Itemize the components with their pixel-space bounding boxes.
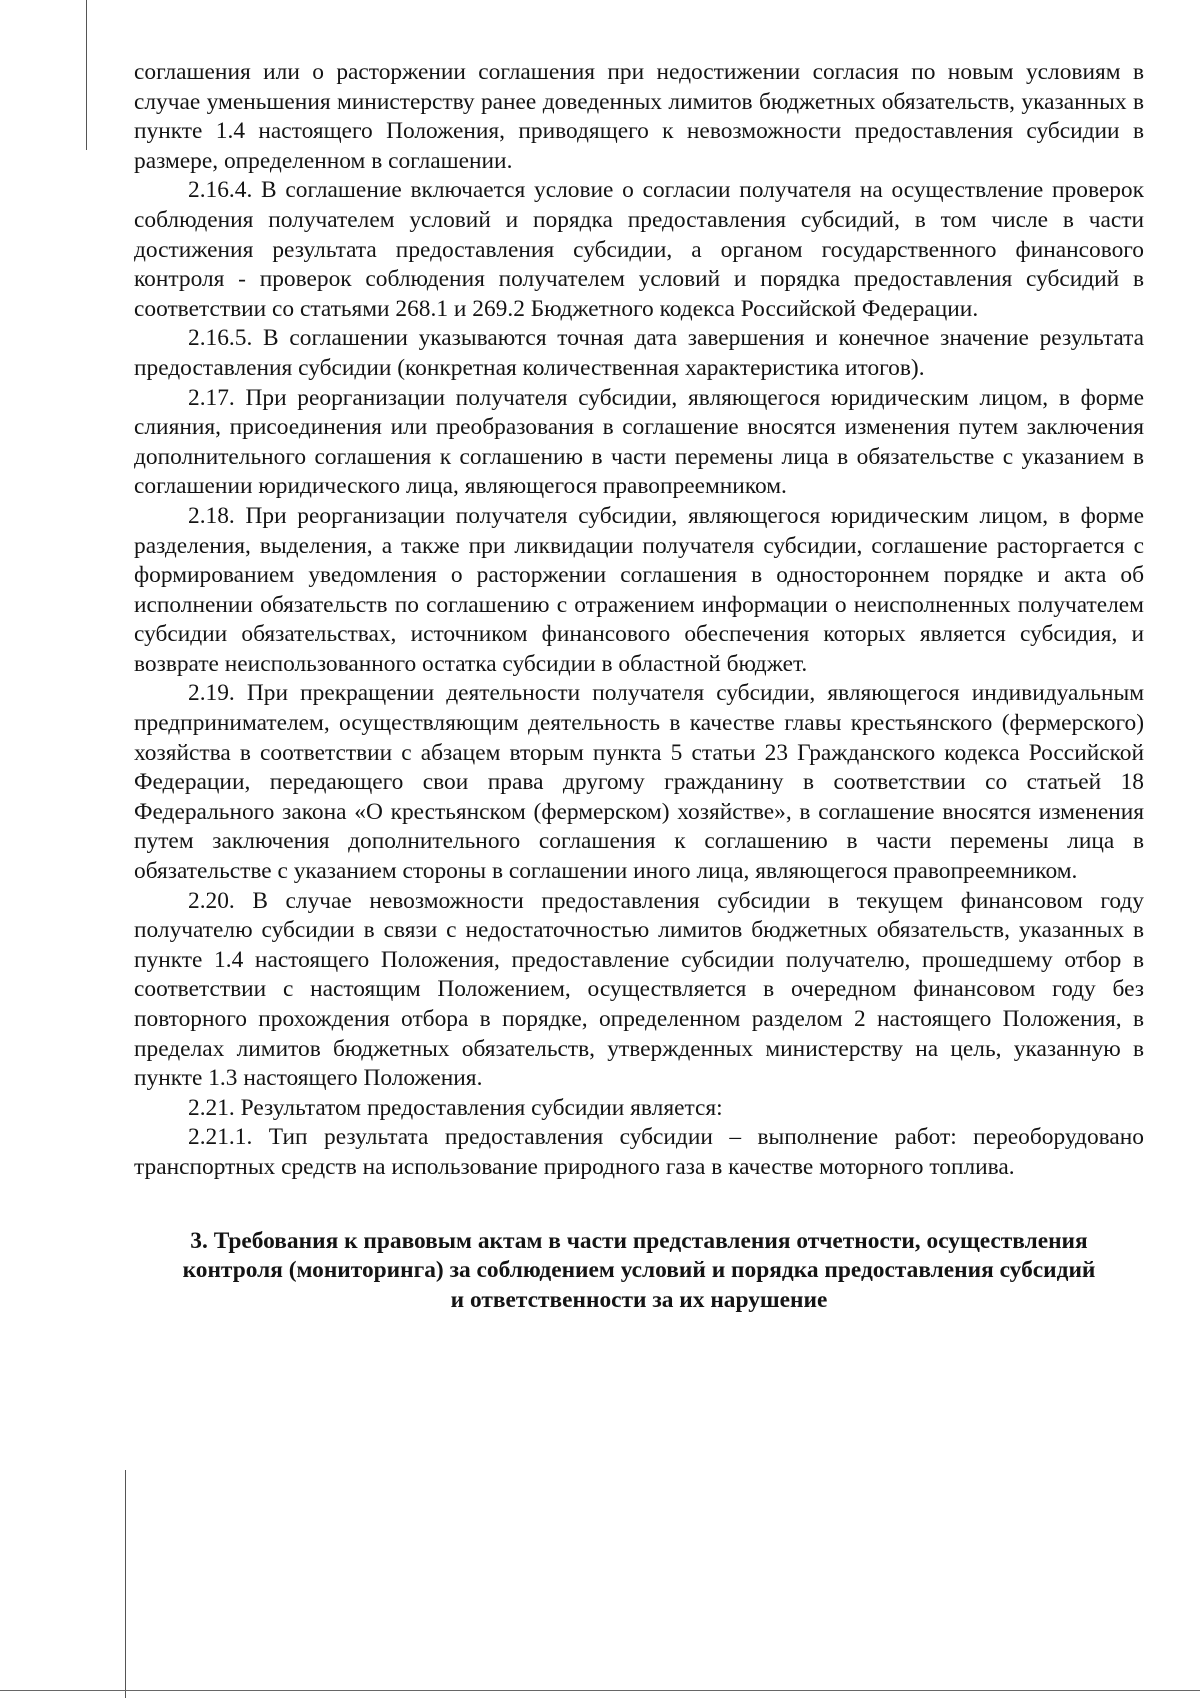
scan-edge-line-bottom [0,1690,1200,1691]
paragraph-2-19: 2.19. При прекращении деятельности получателя субсидии, являющегося индивидуальным предпринимателем, осуществляющим деятельность в качестве главы крестьянского (фермерского) хозяйства в соответствии с абзацем вторым пункта 5 статьи 23 Гражданского кодекса Российской Федерации, передающего свои права другому гражданину в соответствии со статьей 18 Федерального закона «О крестьянском (фермерском) хозяйстве», в соглашение вносятся изменения путем заключения дополнительного соглашения к соглашению в части перемены лица в обязательстве с указанием стороны в соглашении иного лица, являющегося правопреемником. [134,680,1144,885]
document-page [134,58,1144,1315]
paragraph-2-17: 2.17. При реорганизации получателя субсидии, являющегося юридическим лицом, в форме слияния, присоединения или преобразования в соглашение вносятся изменения путем заключения дополнительного соглашения к соглашению в части перемены лица в обязательстве с указанием в соглашении юридического лица, являющегося правопреемником. [134,384,1144,500]
paragraph-2-16-4: 2.16.4. В соглашение включается условие о согласии получателя на осуществление проверок соблюдения получателем условий и порядка предоставления субсидий, в том числе в части достижения результата предоставления субсидии, а органом государственного финансового контроля - проверок соблюдения получателем условий и порядка предоставления субсидий в соответствии со статьями 268.1 и 269.2 Бюджетного кодекса Российской Федерации. [134,177,1144,322]
paragraph-2-21-1: 2.21.1. Тип результата предоставления субсидии – выполнение работ: переоборудовано транспортных средств на использование природного газа в качестве моторного топлива. [134,1124,1144,1180]
paragraph-2-18: 2.18. При реорганизации получателя субсидии, являющегося юридическим лицом, в форме разделения, выделения, а также при ликвидации получателя субсидии, соглашение расторгается с формированием уведомления о расторжении соглашения в одностороннем порядке и акта об исполнении обязательств по соглашению с отражением информации о неисполненных получателем субсидии обязательствах, источником финансового обеспечения которых является субсидия, и возврате неиспользованного остатка субсидии в областной бюджет. [134,502,1144,677]
scan-edge-line-top [86,0,87,150]
paragraph-2-20: 2.20. В случае невозможности предоставления субсидии в текущем финансовом году получателю субсидии в связи с недостаточностью лимитов бюджетных обязательств, указанных в пункте 1.4 настоящего Положения, предоставление субсидии получателю, прошедшему отбор в соответствии с настоящим Положением, осуществляется в очередном финансовом году без повторного прохождения отбора в порядке, определенном разделом 2 настоящего Положения, в пределах лимитов бюджетных обязательств, утвержденных министерству на цель, указанную в пункте 1.3 настоящего Положения. [134,887,1144,1092]
scan-edge-line-left [125,1470,126,1698]
section-heading: 3. Требования к правовым актам в части представления отчетности, осуществления контроля (мониторинга) за соблюдением условий и порядка предоставления субсидий и ответственности за их нарушение [182,1227,1096,1313]
paragraph-continuation: соглашения или о расторжении соглашения при недостижении согласия по новым условиям в случае уменьшения министерству ранее доведенных лимитов бюджетных обязательств, указанных в пункте 1.4 настоящего Положения, приводящего к невозможности предоставления субсидии в размере, определенном в соглашении. [134,59,1144,174]
paragraph-2-16-5: 2.16.5. В соглашении указываются точная дата завершения и конечное значение результата предоставления субсидии (конкретная количественная характеристика итогов). [134,325,1144,381]
paragraph-2-21: 2.21. Результатом предоставления субсидии является: [188,1094,723,1121]
